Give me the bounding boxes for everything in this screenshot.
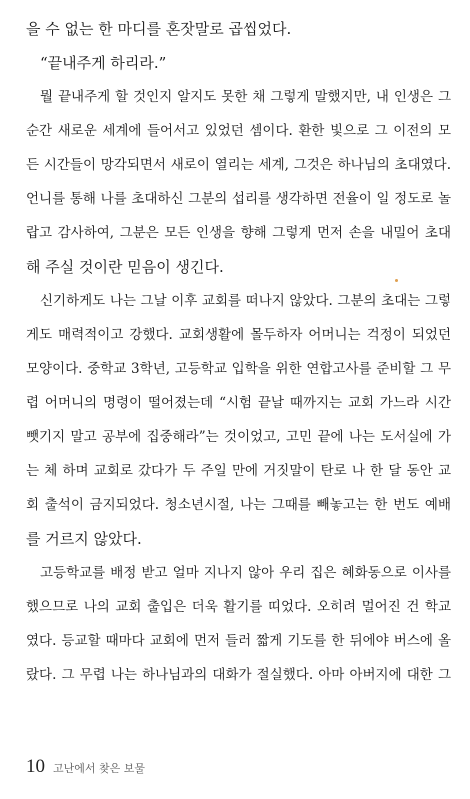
text-line: 고등학교를 배정 받고 얼마 지나지 않아 우리 집은 혜화동으로 이사를 (40, 565, 451, 581)
ink-speck (395, 279, 398, 282)
text-line: 랐다. 그 무렵 나는 하나님과의 대화가 절실했다. 아마 아버지에 대한 그 (26, 667, 451, 683)
running-title: 고난에서 찾은 보물 (53, 762, 146, 775)
text-line: 모양이다. 중학교 3학년, 고등학교 입학을 위한 연합고사를 준비할 그 무 (26, 361, 451, 377)
text-line: 렵 어머니의 명령이 떨어졌는데 “시험 끝날 때까지는 교회 가느라 시간 (26, 395, 451, 411)
text-line: 뺏기지 말고 공부에 집중해라”는 것이었고, 고민 끝에 나는 도서실에 가 (26, 429, 451, 445)
text-line: 했으므로 나의 교회 출입은 더욱 활기를 띠었다. 오히려 멀어진 건 학교 (26, 599, 451, 615)
text-line: 를 거르지 않았다. (26, 530, 142, 548)
page-footer (26, 756, 145, 780)
text-line: 회 출석이 금지되었다. 청소년시절, 나는 그때를 빼놓고는 한 번도 예배 (26, 497, 451, 513)
text-line: 게도 매력적이고 강했다. 교회생활에 몰두하자 어머니는 걱정이 되었던 (26, 327, 451, 343)
text-line: 을 수 없는 한 마디를 혼잣말로 곱씹었다. (26, 20, 292, 38)
page-body (26, 12, 451, 692)
page-number: 10 (26, 756, 45, 777)
text-line: 였다. 등교할 때마다 교회에 먼저 들러 짧게 기도를 한 뒤에야 버스에 올 (26, 633, 451, 649)
text-line: 뭘 끝내주게 할 것인지 알지도 못한 채 그렇게 말했지만, 내 인생은 그 (40, 89, 451, 105)
text-line: 언니를 통해 나를 초대하신 그분의 섭리를 생각하면 전율이 일 정도로 놀 (26, 191, 451, 207)
text-line: 든 시간들이 망각되면서 새로이 열리는 세계, 그것은 하나님의 초대였다. (26, 157, 451, 173)
text-line: 순간 새로운 세계에 들어서고 있었던 셈이다. 환한 빛으로 그 이전의 모 (26, 123, 451, 139)
text-line: 해 주실 것이란 믿음이 생긴다. (26, 258, 224, 276)
text-line: 랍고 감사하여, 그분은 모든 인생을 향해 그렇게 먼저 손을 내밀어 초대 (26, 225, 451, 241)
text-line-quote: “끝내주게 하리라.” (40, 54, 167, 72)
text-line: 신기하게도 나는 그날 이후 교회를 떠나지 않았다. 그분의 초대는 그렇 (40, 293, 451, 309)
text-line: 는 체 하며 교회로 갔다가 두 주일 만에 거짓말이 탄로 나 한 달 동안 교 (26, 463, 451, 479)
